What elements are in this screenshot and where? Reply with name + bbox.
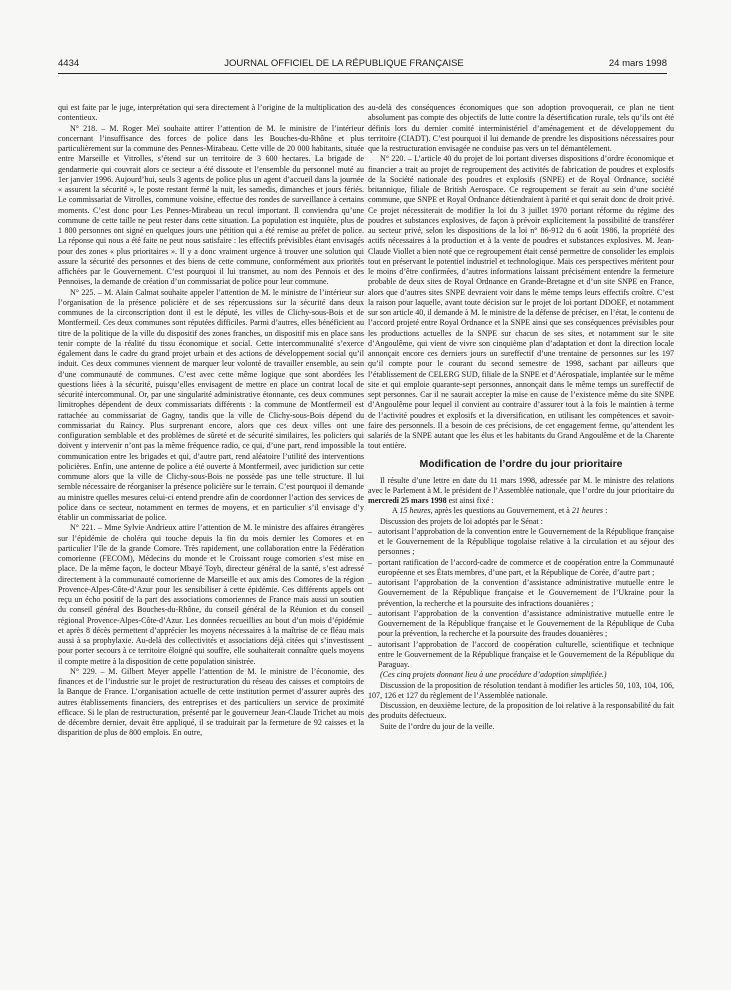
left-column: [58, 103, 364, 739]
list-item: – autorisant l’approbation de la convention entre le Gouvernement de la République française et le Gouvernement de la République togolaise relative à la circulation et au séjour des personnes ;: [368, 527, 674, 558]
paragraph: qui est faite par le juge, interprétation qui sera directement à l’origine de la multiplication des contentieux.: [58, 103, 364, 123]
question-225: N° 225. – M. Alain Calmat souhaite appeler l’attention de M. le ministre de l’intérieur sur l’organisation de la présence policière et de ses répercussions sur la sécurité dans deux communes de la circonscription dont il est le député, les villes de Clichy-sous-Bois et de Montfermeil. Ces deux communes sont réputées difficiles. Parmi d’autres, elles bénéficient au titre de la politique de la ville du dispositif des zones franches, un dispositif mis en place sans tenir compte de la réalité du tissu économique et social. Cette intercommunalité s’exerce également dans le cadre du grand projet urbain et des actions de développement social qu’il induit. Ces deux communes viennent de marquer leur volonté de travailler ensemble, au sein d’une communauté de communes. C’est avec cette même logique que sont abordées les questions liées à la sécurité, puisqu’elles envisagent de mettre en place un contrat local de sécurité intercommunal. Or, par une singularité administrative étonnante, ces deux communes limitrophes dépendent de deux commissariats différents : la commune de Montfermeil est rattachée au commissariat de Gagny, tandis que la ville de Clichy-sous-Bois dépend du commissariat du Raincy. Plus surprenant encore, alors que ces deux villes ont une configuration semblable et des problèmes de sûreté et de sécurité similaires, les policiers qui doivent y intervenir n’ont pas la même fréquence radio, ce qui, d’une part, rend impossible la communication entre les brigades et qui, d’autre part, rend aléatoire l’utilité des interventions policières. Enfin, une antenne de police a été ouverte à Montfermeil, avec juridiction sur cette commune alors que la ville de Clichy-sous-Bois ne possède pas une telle structure. Il lui semble nécessaire de réorganiser la présence policière sur le terrain. C’est pourquoi il demande au ministre quelles mesures celui-ci entend prendre afin de coordonner l’action des services de police dans ce secteur, notamment en termes de moyens, et en particulier s’il envisage d’y établir un commissariat de police.: [58, 287, 364, 522]
header-rule: [58, 73, 667, 74]
question-220: N° 220. – L’article 40 du projet de loi portant diverses dispositions d’ordre économique et financier a trait au projet de regroupement des activités de fabrication de poudres et explosifs de la Société nationale des poudres et explosifs (SNPE) et de Royal Ordnance, société britannique, filiale de British Aerospace. Ce regroupement se ferait au sein d’une société commune, que SNPE et Royal Ordnance détiendraient à parité et qui serait donc de droit privé. Ce projet nécessiterait de modifier la loi du 3 juillet 1970 portant réforme du régime des poudres et substances explosives, de façon à prévoir explicitement la possibilité de transférer au secteur privé, selon les dispositions de la loi n° 86-912 du 6 août 1986, la propriété des actifs nécessaires à la production et à la vente de poudres et substances explosives. M. Jean-Claude Viollet a bien noté que ce regroupement était censé permettre de consolider les emplois tout en préservant le potentiel industriel et technologique. Mais ces perspectives méritent pour le moins d’être confirmées, d’autres informations laissant précisément entendre la fermeture probable de deux sites de Royal Ordnance en Grande-Bretagne et d’un site SNPE en France, alors que d’autres sites SNPE devraient voir dans le même temps leurs effectifs croître. C’est la raison pour laquelle, avant toute décision sur le projet de loi portant DDOEF, et notamment sur son article 40, il demande à M. le ministre de la défense de préciser, en l’état, le contenu de l’accord projeté entre Royal Ordnance et la SNPE ainsi que ses conséquences prévisibles pour les productions actuelles de la SNPE sur chacun de ses sites, et notamment sur le site d’Angoulême, qui vient de vivre son cinquième plan d’adaptation et dont la direction locale annonçait encore ces derniers jours un sureffectif d’une trentaine de personnes sur les 197 qu’il compte pour le courant du second semestre de 1998, sachant par ailleurs que l’établissement de CELERG SUD, filiale de la SNPE et d’Aérospatiale, implantée sur le même site et qui emploie quarante-sept personnes, annonçait dans le même temps un sureffectif de sept personnes. Car il ne saurait accepter la mise en cause de l’existence même du site SNPE d’Angoulême pour lequel il convient au contraire d’assurer tout à la fois le maintien à terme de l’activité poudres et explosifs et la diversification, en utilisant les compétences et savoir-faire des personnels. Il a besoin de ces précisions, de cet engagement ferme, qu’attendent les salariés de la SNPE autant que les élus et les habitants du Grand Angoulême et de la Charente tout entière.: [368, 154, 674, 451]
agenda-time-2: 21 heures: [571, 506, 604, 516]
journal-title: JOURNAL OFFICIEL DE LA RÉPUBLIQUE FRANÇAISE: [224, 57, 464, 69]
agenda-date: mercredi 25 mars 1998: [368, 496, 447, 505]
issue-date: 24 mars 1998: [608, 57, 667, 69]
agenda-intro-end: est ainsi fixé :: [446, 496, 494, 505]
agenda-time-mid: , après les questions au Gouvernement, et à: [430, 506, 572, 516]
question-229: N° 229. – M. Gilbert Meyer appelle l’attention de M. le ministre de l’économie, des finances et de l’industrie sur le projet de restructuration du réseau des caisses et comptoirs de la Banque de France. L’organisation actuelle de cette institution permet d’assurer auprès des autres établissements financiers, des entreprises et des particuliers un service de proximité efficace. Si le plan de restructuration, présenté par le gouverneur Jean-Claude Trichet au mois de décembre dernier, devait être appliqué, il se traduirait par la fermeture de 92 caisses et la disparition de plus de 800 emplois. En outre,: [58, 666, 364, 738]
page-number: 4434: [58, 57, 80, 69]
list-item: – autorisant l’approbation de la convention d’assistance administrative mutuelle entre le Gouvernement de la République française et le Gouvernement de la République de Cuba pour la prévention, la recherche et la poursuite des fraudes douanières ;: [368, 609, 674, 640]
agenda-item: Discussion, en deuxième lecture, de la proposition de loi relative à la responsabilité du fait des produits défectueux.: [368, 701, 674, 721]
agenda-time-post: :: [603, 506, 608, 516]
list-item: – autorisant l’approbation de la convention d’assistance administrative mutuelle entre le Gouvernement de la République française et le Gouvernement de l’Ukraine pour la prévention, la recherche et la poursuite des infractions douanières ;: [368, 578, 674, 609]
section-title: Modification de l’ordre du jour prioritaire: [419, 457, 623, 470]
agenda-item: Discussion de la proposition de résolution tendant à modifier les articles 50, 103, 104, 106, 107, 126 et 127 du règlement de l’Assemblée nationale.: [368, 680, 674, 700]
right-column: [368, 103, 674, 732]
paragraph: au-delà des conséquences économiques que son adoption provoquerait, ce plan ne tient absolument pas compte des objectifs de lutte contre la désertification rurale, tels qu’ils ont été définis lors du dernier comité interministériel d’aménagement et de développement du territoire (CIADT). C’est pourquoi il lui demande de prendre les dispositions nécessaires pour que la restructuration envisagée ne conduise pas vers un tel démantèlement.: [368, 103, 674, 153]
procedure-note: (Ces cinq projets donnant lieu à une procédure d’adoption simplifiée.): [380, 670, 607, 680]
page-header: [58, 56, 667, 70]
agenda-item: Suite de l’ordre du jour de la veille.: [380, 721, 495, 731]
agenda-time-1: 15 heures: [399, 506, 431, 516]
list-item: – portant ratification de l’accord-cadre de commerce et de coopération entre la Communauté européenne et ses États membres, d’une part, et la République de Corée, d’autre part ;: [368, 558, 674, 579]
bill-list: [368, 527, 674, 671]
list-item: – autorisant l’approbation de l’accord de coopération culturelle, scientifique et technique entre le Gouvernement de la République française et le Gouvernement de la République du Paraguay.: [368, 640, 674, 671]
agenda-intro: [368, 476, 674, 507]
agenda-time: [368, 506, 674, 516]
agenda-intro-start: Il résulte d’une lettre en date du 11 mars 1998, adressée par M. le ministre des relations avec le Parlement à M. le président de l’Assemblée nationale, que l’ordre du jour prioritaire du: [368, 475, 674, 495]
agenda-time-pre: A: [392, 506, 400, 516]
question-221: N° 221. – Mme Sylvie Andrieux attire l’attention de M. le ministre des affaires étrangères sur l’épidémie de choléra qui touche depuis la fin du mois dernier les Comores et en particulier l’île de la grande Comore. Très rapidement, une collaboration entre la Fédération comorienne (FECOM), Médecins du monde et le Croissant rouge comorien s’est mise en place. De la même façon, le docteur Mbayé Toyb, directeur général de la santé, s’est adressé directement à la communauté comorienne de Marseille et aux amis des Comores de la région Provence-Alpes-Côte-d’Azur pour les sensibiliser à cette épidémie. Ces différents appels ont reçu un écho positif de la part des associations comoriennes de France mais aussi un soutien du conseil général des Bouches-du-Rhône, du conseil général de la Réunion et du conseil régional Provence-Alpes-Côte-d’Azur. Les données recueillies au bout d’un mois d’épidémie et après 8 décès permettent d’apprécier les moyens nécessaires à la maîtrise de ce fléau mais aussi à sa prophylaxie. Au-delà des collectivités et associations déjà citées qui s’investissent pour porter secours à ce territoire éloigné qui souffre, elle souhaiterait connaître quels moyens il compte mettre à la disposition de cette population sinistrée.: [58, 523, 364, 666]
question-218: N° 218. – M. Roger Meï souhaite attirer l’attention de M. le ministre de l’intérieur concernant l’insuffisance des forces de police dans les Bouches-du-Rhône et plus particulièrement sur la commune des Pennes-Mirabeau. Cette ville de 20 000 habitants, située entre Marseille et Vitrolles, s’étend sur un territoire de 3 600 hectares. La brigade de gendarmerie qui couvrait alors ce secteur a été dissoute et l’ensemble du personnel muté au 1er janvier 1996. Aujourd’hui, seuls 3 agents de police plus un agent d’accueil dans la journée « assurent la sécurité », le poste restant fermé la nuit, les samedis, dimanches et jours fériés. Le commissariat de Vitrolles, commune voisine, effectue des rondes de surveillance à certains moments. C’est donc pour Les Pennes-Mirabeau un recul important. Il conviendra qu’une commune de cette taille ne peut rester dans cette situation. La population est inquiète, plus de 1 800 personnes ont signé en quelques jours une pétition qui a été remise au préfet de police. La réponse qui nous a été faite ne peut nous satisfaire : les effectifs prévisibles étant envisagés pour des zones « plus prioritaires ». Il y a donc vraiment urgence à trouver une solution qui assure la sécurité des personnes et des biens de cette commune, conformément aux priorités affichées par le Gouvernement. C’est pourquoi il lui transmet, au nom des Pennois et des Pennoises, la demande de création d’un commissariat de police pour leur commune.: [58, 123, 364, 287]
agenda-lead: Discussion des projets de loi adoptés par le Sénat :: [380, 516, 543, 526]
